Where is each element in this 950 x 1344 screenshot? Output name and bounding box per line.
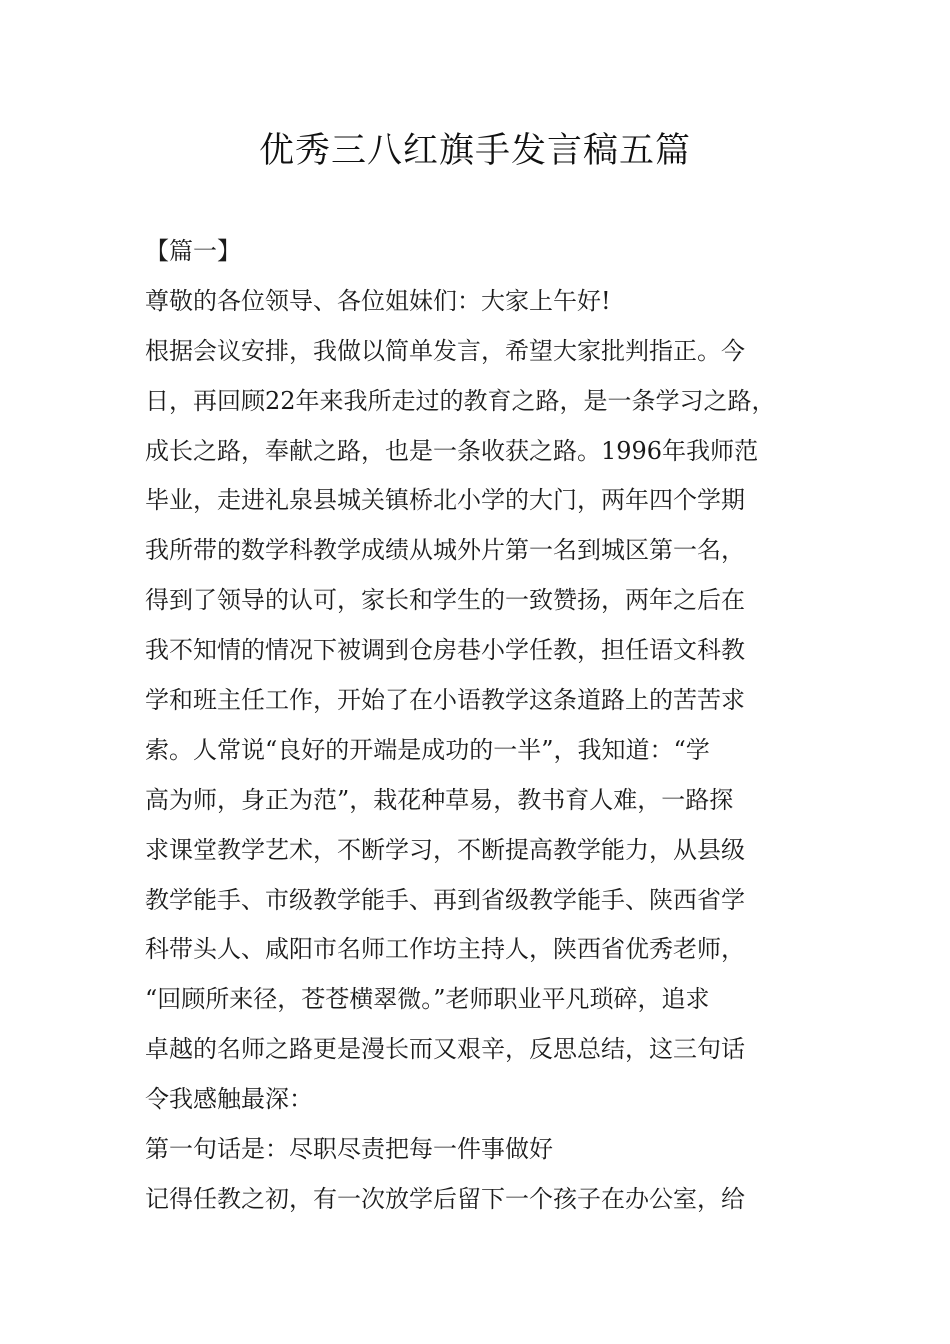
paragraph-line: 记得任教之初，有一次放学后留下一个孩子在办公室，给 bbox=[145, 1184, 745, 1213]
paragraph-line: 索。人常说“良好的开端是成功的一半”，我知道：“学 bbox=[145, 735, 710, 764]
paragraph-line: 科带头人、咸阳市名师工作坊主持人，陕西省优秀老师， bbox=[145, 935, 745, 964]
paragraph-line: 毕业，走进礼泉县城关镇桥北小学的大门，两年四个学期 bbox=[145, 486, 745, 515]
paragraph-line: 令我感触最深： bbox=[145, 1085, 313, 1114]
paragraph-line: 学和班主任工作，开始了在小语教学这条道路上的苦苦求 bbox=[145, 686, 745, 715]
paragraph-line: 根据会议安排，我做以简单发言，希望大家批判指正。今 bbox=[145, 336, 745, 365]
paragraph-line: 成长之路，奉献之路，也是一条收获之路。1996年我师范 bbox=[145, 436, 759, 465]
paragraph-line: 我不知情的情况下被调到仓房巷小学任教，担任语文科教 bbox=[145, 636, 745, 665]
subheading-line: 第一句话是：尽职尽责把每一件事做好 bbox=[145, 1135, 553, 1164]
paragraph-line: 高为师，身正为范”，栽花种草易，教书育人难，一路探 bbox=[145, 785, 734, 814]
document-title: 优秀三八红旗手发言稿五篇 bbox=[258, 131, 691, 171]
paragraph-line: 教学能手、市级教学能手、再到省级教学能手、陕西省学 bbox=[145, 885, 745, 914]
paragraph-line: 卓越的名师之路更是漫长而又艰辛，反思总结，这三句话 bbox=[145, 1035, 745, 1064]
paragraph-line: 我所带的数学科教学成绩从城外片第一名到城区第一名， bbox=[145, 536, 745, 565]
paragraph-line: 得到了领导的认可，家长和学生的一致赞扬，两年之后在 bbox=[145, 586, 745, 615]
paragraph-line: “回顾所来径，苍苍横翠微。”老师职业平凡琐碎，追求 bbox=[145, 985, 710, 1014]
greeting-line: 尊敬的各位领导、各位姐妹们：大家上午好! bbox=[145, 286, 611, 315]
document-body bbox=[145, 227, 825, 1225]
paragraph-line: 求课堂教学艺术，不断学习，不断提高教学能力，从县级 bbox=[145, 835, 745, 864]
section-heading: 【篇一】 bbox=[145, 237, 241, 265]
paragraph-line: 日，再回顾22年来我所走过的教育之路，是一条学习之路， bbox=[145, 386, 776, 415]
